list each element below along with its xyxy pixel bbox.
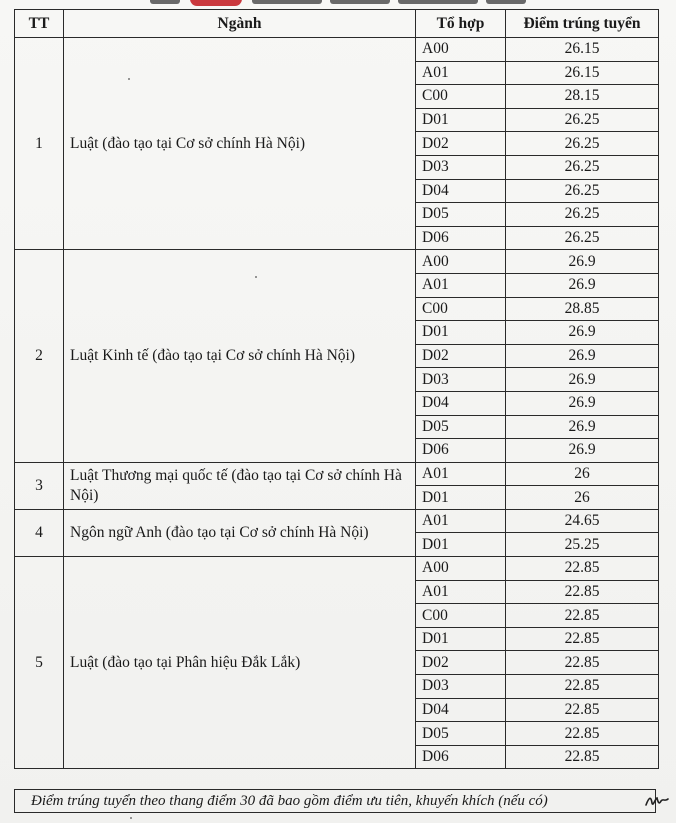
subject-combination: D06 bbox=[416, 439, 506, 463]
subject-combination: A01 bbox=[416, 462, 506, 486]
admission-score: 26.9 bbox=[506, 439, 659, 463]
header-to-hop: Tổ hợp bbox=[416, 10, 506, 38]
table-row bbox=[15, 250, 659, 274]
subject-combination: D01 bbox=[416, 627, 506, 651]
paper-speck bbox=[130, 817, 132, 819]
admission-score: 22.85 bbox=[506, 557, 659, 581]
admission-score: 28.15 bbox=[506, 85, 659, 109]
subject-combination: A00 bbox=[416, 557, 506, 581]
subject-combination: D05 bbox=[416, 415, 506, 439]
subject-combination: A01 bbox=[416, 509, 506, 533]
admission-score: 26.9 bbox=[506, 368, 659, 392]
subject-combination: D02 bbox=[416, 344, 506, 368]
admission-score: 26.25 bbox=[506, 108, 659, 132]
paper-speck bbox=[128, 78, 130, 80]
admission-score: 26.9 bbox=[506, 391, 659, 415]
subject-combination: C00 bbox=[416, 604, 506, 628]
subject-combination: D04 bbox=[416, 698, 506, 722]
admission-score: 22.85 bbox=[506, 698, 659, 722]
initials-mark-icon bbox=[644, 793, 670, 809]
admission-score: 26.25 bbox=[506, 203, 659, 227]
paper-speck bbox=[255, 276, 257, 278]
admission-score: 22.85 bbox=[506, 722, 659, 746]
subject-combination: D01 bbox=[416, 321, 506, 345]
admission-score: 22.85 bbox=[506, 580, 659, 604]
subject-combination: D02 bbox=[416, 651, 506, 675]
subject-combination: D04 bbox=[416, 391, 506, 415]
subject-combination: D03 bbox=[416, 675, 506, 699]
cropped-text-fragment bbox=[398, 0, 478, 4]
program-number: 4 bbox=[15, 509, 64, 556]
program-number: 1 bbox=[15, 38, 64, 250]
subject-combination: D01 bbox=[416, 108, 506, 132]
admission-score: 26.15 bbox=[506, 61, 659, 85]
admission-score: 25.25 bbox=[506, 533, 659, 557]
admission-scores-table bbox=[14, 9, 659, 769]
admission-score: 22.85 bbox=[506, 745, 659, 769]
program-number: 5 bbox=[15, 557, 64, 769]
table-row bbox=[15, 557, 659, 581]
subject-combination: D03 bbox=[416, 368, 506, 392]
admission-score: 26.9 bbox=[506, 415, 659, 439]
program-name: Ngôn ngữ Anh (đào tạo tại Cơ sở chính Hà Nội) bbox=[64, 509, 416, 556]
admission-score: 26 bbox=[506, 486, 659, 510]
table-header-row bbox=[15, 10, 659, 38]
admission-score: 22.85 bbox=[506, 627, 659, 651]
subject-combination: A00 bbox=[416, 38, 506, 62]
header-tt: TT bbox=[15, 10, 64, 38]
subject-combination: D06 bbox=[416, 226, 506, 250]
cropped-text-fragment bbox=[330, 0, 390, 4]
admission-score: 26.9 bbox=[506, 250, 659, 274]
table-body bbox=[15, 38, 659, 769]
admission-score: 26.9 bbox=[506, 321, 659, 345]
subject-combination: D04 bbox=[416, 179, 506, 203]
subject-combination: D05 bbox=[416, 722, 506, 746]
admission-score: 22.85 bbox=[506, 651, 659, 675]
subject-combination: A01 bbox=[416, 580, 506, 604]
program-name: Luật (đào tạo tại Cơ sở chính Hà Nội) bbox=[64, 38, 416, 250]
admission-score: 24.65 bbox=[506, 509, 659, 533]
red-seal-fragment bbox=[190, 0, 242, 6]
table-row bbox=[15, 38, 659, 62]
admission-score: 26.25 bbox=[506, 179, 659, 203]
subject-combination: C00 bbox=[416, 297, 506, 321]
admission-score: 26.15 bbox=[506, 38, 659, 62]
table-row bbox=[15, 462, 659, 486]
footnote-text: Điểm trúng tuyển theo thang điểm 30 đã bao gồm điểm ưu tiên, khuyến khích (nếu có) bbox=[31, 793, 548, 809]
program-name: Luật Thương mại quốc tế (đào tạo tại Cơ sở chính Hà Nội) bbox=[64, 462, 416, 509]
program-name: Luật (đào tạo tại Phân hiệu Đắk Lắk) bbox=[64, 557, 416, 769]
subject-combination: A01 bbox=[416, 61, 506, 85]
header-nganh: Ngành bbox=[64, 10, 416, 38]
cropped-text-fragment bbox=[252, 0, 322, 4]
subject-combination: D06 bbox=[416, 745, 506, 769]
subject-combination: D01 bbox=[416, 533, 506, 557]
header-diem: Điểm trúng tuyển bbox=[506, 10, 659, 38]
subject-combination: A01 bbox=[416, 273, 506, 297]
admission-score: 26.9 bbox=[506, 344, 659, 368]
program-number: 2 bbox=[15, 250, 64, 462]
subject-combination: D03 bbox=[416, 155, 506, 179]
program-number: 3 bbox=[15, 462, 64, 509]
footnote bbox=[14, 789, 656, 813]
admission-score: 22.85 bbox=[506, 675, 659, 699]
admission-score: 26.25 bbox=[506, 132, 659, 156]
admission-score: 26.25 bbox=[506, 226, 659, 250]
admission-score: 22.85 bbox=[506, 604, 659, 628]
admission-score: 28.85 bbox=[506, 297, 659, 321]
admission-score: 26 bbox=[506, 462, 659, 486]
subject-combination: D05 bbox=[416, 203, 506, 227]
subject-combination: D02 bbox=[416, 132, 506, 156]
admission-score: 26.25 bbox=[506, 155, 659, 179]
admission-score: 26.9 bbox=[506, 273, 659, 297]
subject-combination: C00 bbox=[416, 85, 506, 109]
program-name: Luật Kinh tế (đào tạo tại Cơ sở chính Hà Nội) bbox=[64, 250, 416, 462]
table-row bbox=[15, 509, 659, 533]
subject-combination: D01 bbox=[416, 486, 506, 510]
cropped-text-fragment bbox=[150, 0, 180, 4]
cropped-text-fragment bbox=[486, 0, 526, 4]
subject-combination: A00 bbox=[416, 250, 506, 274]
